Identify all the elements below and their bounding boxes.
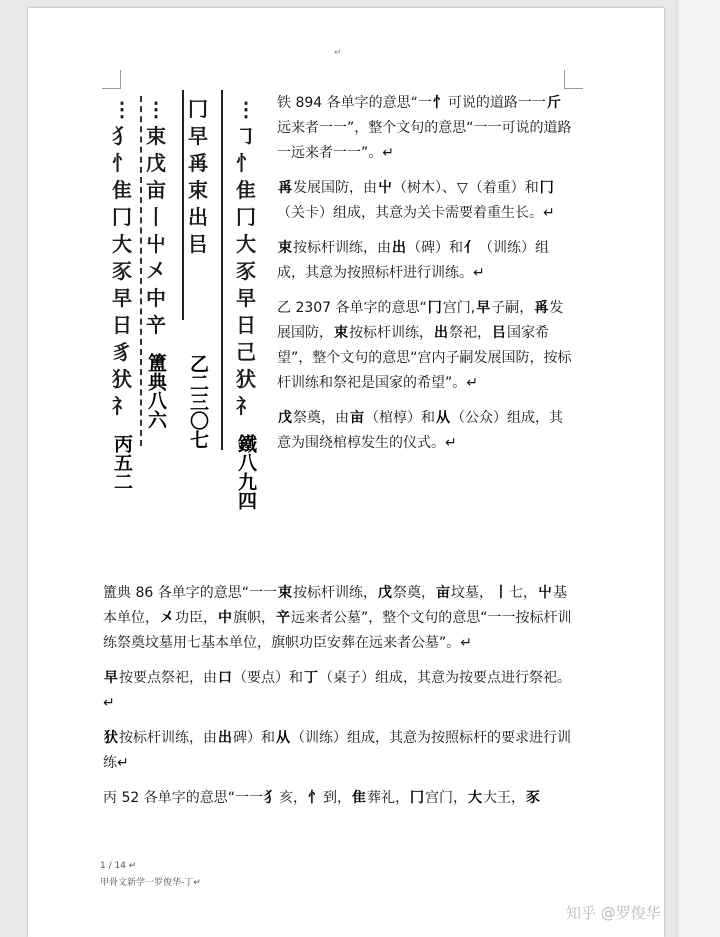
text-run: 乙 2307 各单字的意思“ [277,300,427,316]
paragraph [277,296,573,396]
rubbing-caption: 簠典八六 [145,353,167,429]
text-run: 宫门， [424,790,467,806]
oracle-glyph: 亩 [435,585,450,601]
oracle-glyph: 斤 [546,95,561,111]
rubbing-caption: 鐵八九四 [235,434,257,510]
rubbing-glyph: 忄 [236,151,256,175]
rubbing-caption: 丙五二 [111,434,133,491]
bottom-text-block [103,581,575,821]
text-run: （公众）组成，其意为围绕棺椁发生的仪式。 [277,410,563,451]
text-run: 丙 52 各单字的意思“一一 [103,790,263,806]
rubbing-glyph: 冂 [236,205,256,229]
paragraph [103,666,575,716]
text-run: （棺椁）和 [365,410,435,426]
oracle-glyph: 丁 [304,670,318,686]
text-run: 子嗣， [491,300,534,316]
text-run: 可说的道路一一 [447,95,546,111]
rubbing-glyph: 豕 [112,259,132,283]
rubbing-glyph: 豕 [236,259,256,283]
rubbing-glyph: ⋮ [146,97,166,121]
oracle-glyph: 冂 [409,790,424,806]
oracle-glyph: ▽ [457,180,468,196]
paragraph [103,726,575,776]
rubbing-glyph: 犭 [112,124,132,148]
rubbing-glyph: 日 [112,313,132,337]
oracle-glyph: 㠯 [492,325,506,341]
oracle-glyph: 出 [392,240,406,256]
paragraph [103,786,575,811]
rubbing-glyph: 䇂 [146,313,166,337]
rubbing-glyph: 亩 [146,178,166,202]
oracle-glyph: 忄 [432,95,447,111]
rubbing-glyph: 隹 [112,178,132,202]
rubbing-glyph: ⋮ [236,97,256,121]
paragraph [277,91,573,166]
oracle-glyph: 忄 [307,790,322,806]
rubbing-glyph: 日 [236,313,256,337]
rubbing-glyph: ⋮ [112,97,132,121]
text-run: 基本单位， [103,585,567,626]
oracle-glyph: 屮 [537,585,552,601]
rubbing-glyph: 束 [188,178,208,202]
vertical-scrollbar[interactable] [677,0,720,937]
rubbing-glyph: 冂 [188,97,208,121]
rubbing-glyph: 早 [188,124,208,148]
text-run: 功臣， [175,610,217,626]
rubbing-glyph: 屮 [146,232,166,256]
oracle-glyph: 束 [334,325,348,341]
oracle-glyph: 犭 [263,790,278,806]
paragraph [277,236,573,286]
oracle-glyph: 冂 [427,300,442,316]
oracle-glyph: 冂 [539,180,554,196]
text-run: ↵ [466,375,478,391]
text-run: 簠典 86 各单字的意思“一一 [103,585,277,601]
text-run: ↵ [473,265,485,281]
rubbing-glyph: ㇆ [236,124,256,148]
margin-corner-top-left [102,70,121,89]
text-run: 发展国防， [277,300,564,341]
text-run: （树木）、 [393,180,456,196]
oracle-glyph: 隹 [351,790,366,806]
oracle-glyph: 出 [434,325,448,341]
watermark: 知乎 @罗俊华 [566,904,661,922]
text-run: （碑）和 [407,240,463,256]
text-run: 碑）和 [233,730,275,746]
text-run: ↵ [460,635,472,651]
oracle-glyph: 亩 [350,410,364,426]
rubbing-glyph: 犾 [236,367,256,391]
rubbing-glyph: 爯 [188,151,208,175]
oracle-glyph: 亻 [464,240,478,256]
text-run: 祭奠，由 [293,410,349,426]
oracle-glyph: 口 [218,670,232,686]
rubbing-glyph: 大 [112,232,132,256]
rubbing-column-fudian-86 [136,96,176,429]
rubbing-glyph: 己 [236,340,256,364]
text-run: ↵ [382,145,394,161]
rubbing-glyph: 冂 [112,205,132,229]
rubbing-glyph: 隹 [236,178,256,202]
text-run: 亥， [278,790,307,806]
paragraph [277,176,573,226]
oracle-glyph: 豕 [525,790,540,806]
paragraph [103,581,575,656]
text-run: （桌子）组成，其意为按要点进行祭祀。 [319,670,571,686]
text-run: 大王， [482,790,525,806]
oracle-glyph: 从 [436,410,450,426]
rubbing-column-tie-894 [226,96,266,510]
paragraph [277,406,573,456]
oracle-glyph: 戊 [278,410,292,426]
text-run: （训练）组成，其意为按照标杆进行训练。 [277,240,549,281]
text-run: 七， [508,585,537,601]
text-run: 坟墓， [450,585,493,601]
text-run: 按要点祭祀，由 [119,670,217,686]
text-run: 远来者一一”，整个文句的意思“一一可说的道路一远来者一一”。 [277,120,572,161]
oracle-glyph: 爯 [278,180,292,196]
oracle-glyph: 㐅 [160,610,174,626]
rubbing-glyph: 㐅 [146,259,166,283]
oracle-glyph: 束 [278,240,292,256]
text-run: 发展国防，由 [293,180,377,196]
footer-document-title: 甲骨文新学一罗俊华-丁↵ [100,878,201,888]
rubbing-caption: 乙二三〇七 [187,354,209,449]
rubbing-glyph: 戊 [146,151,166,175]
oracle-glyph: 䇂 [276,610,290,626]
rubbing-glyph: 出 [188,205,208,229]
text-run: 按标杆训练，由 [293,240,391,256]
text-run: （着重）和 [468,180,539,196]
text-run: ↵ [103,695,115,711]
text-run: ↵ [543,205,555,221]
rubbing-glyph: 忄 [112,151,132,175]
oracle-glyph: 束 [277,585,292,601]
rubbing-glyph: 大 [236,232,256,256]
text-run: 按标杆训练， [292,585,377,601]
document-page [28,8,664,937]
oracle-glyph: 犾 [104,730,118,746]
oracle-glyph: 中 [218,610,232,626]
text-run: 葬礼， [366,790,409,806]
rubbing-glyph: 丨 [146,205,166,229]
right-text-block [277,91,573,466]
paragraph-mark: ↵ [334,48,342,58]
text-run: （要点）和 [233,670,303,686]
text-run: 国家希望”，整个文句的意思“宫内子嗣发展国防，按标杆训练和祭祀是国家的希望”。 [277,325,572,391]
oracle-glyph: 爯 [534,300,549,316]
text-run: 铁 894 各单字的意思“一 [277,95,432,111]
text-run: （关卡）组成，其意为关卡需要着重生长。 [277,205,543,221]
rubbing-glyph: 早 [236,286,256,310]
text-run: 到， [322,790,351,806]
rubbing-glyph: 㠯 [188,232,208,256]
oracle-glyph: 屮 [378,180,392,196]
text-run: ↵ [117,755,129,771]
rubbing-column-yi-2307 [178,96,218,449]
rubbing-glyph: 礻 [112,394,132,418]
oracle-glyph: 早 [104,670,118,686]
text-run: 祭奠， [392,585,435,601]
rubbing-glyph: 犾 [112,367,132,391]
text-run: 旗帜， [233,610,275,626]
rubbing-column-bing-52 [102,96,142,491]
text-run: 按标杆训练，由 [119,730,217,746]
page-number: 1 / 14 ↵ [100,861,137,871]
rubbing-glyph: 束 [146,124,166,148]
column-divider [182,90,184,320]
oracle-glyph: 戊 [377,585,392,601]
oracle-glyph: 丨 [493,585,508,601]
text-run: 按标杆训练， [349,325,433,341]
oracle-glyph: 大 [467,790,482,806]
margin-corner-top-right [564,70,583,89]
oracle-glyph: 从 [276,730,290,746]
text-run: 祭祀， [449,325,491,341]
text-run: （训练）组成，其意为按照标杆的要求进行训练 [103,730,571,771]
column-divider [221,90,223,450]
rubbing-glyph: 中 [146,286,166,310]
oracle-glyph: 出 [218,730,232,746]
text-run: 远来者公墓”，整个文句的意思“一一按标杆训练祭奠坟墓用七基本单位，旗帜功臣安葬在远来者公墓”。 [103,610,572,651]
rubbing-glyph: 早 [112,286,132,310]
rubbing-glyph: 豸 [112,340,132,364]
text-run: 宫门, [442,300,476,316]
rubbing-glyph: 礻 [236,394,256,418]
text-run: ↵ [445,435,457,451]
oracle-glyph: 早 [476,300,491,316]
